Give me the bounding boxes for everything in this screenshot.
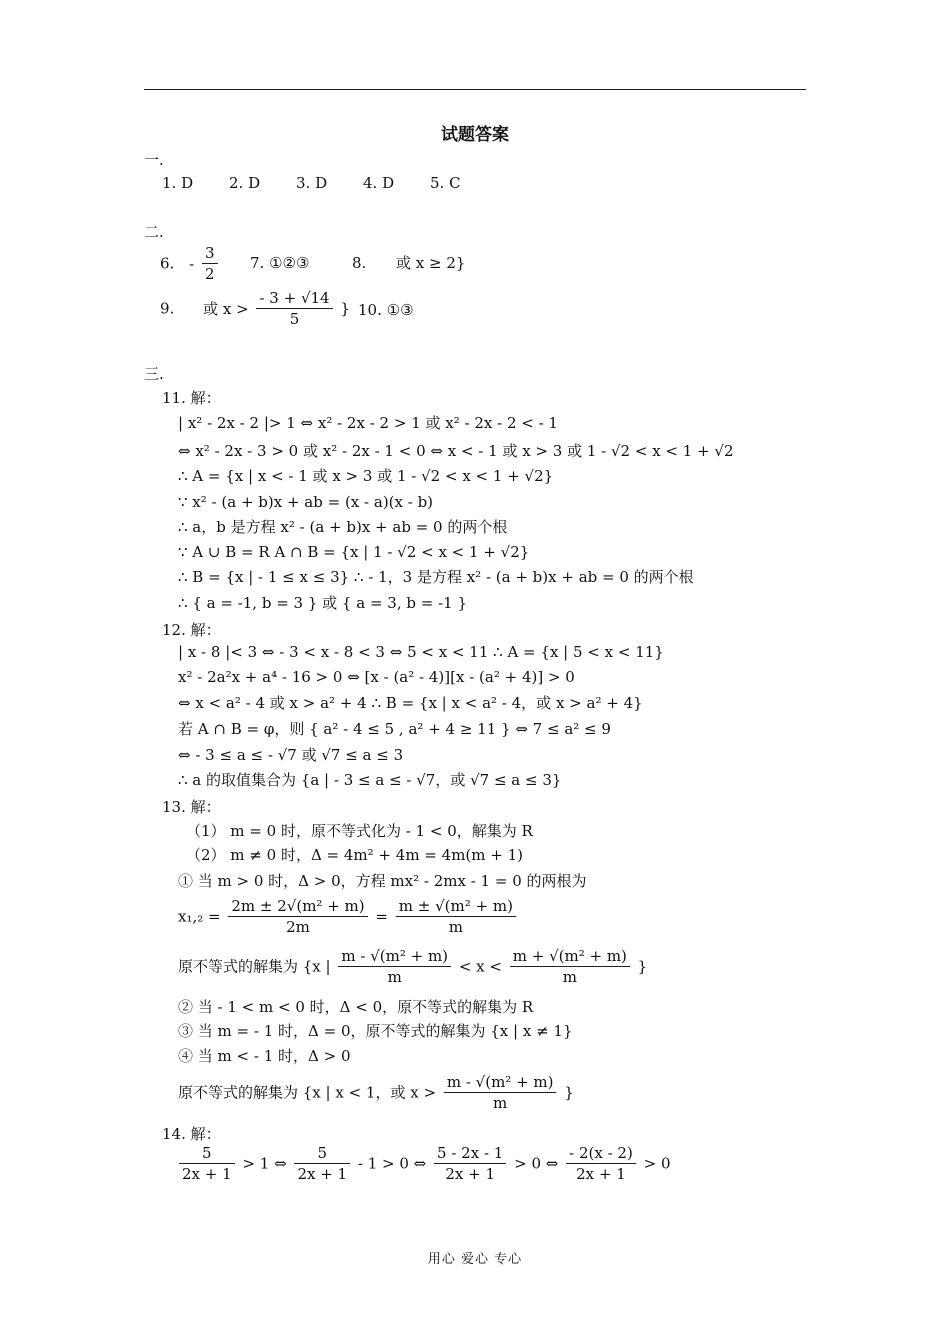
q13-solution-middle: < x <	[458, 957, 502, 976]
q14-fraction-1	[179, 1143, 235, 1184]
answer-1: 1. D	[162, 174, 194, 192]
q11-line-6: ∵ A ∪ B = R A ∩ B = {x | 1 - √2 < x < 1 + √2}	[178, 543, 530, 561]
q11-line-4: ∵ x² - (a + b)x + ab = (x - a)(x - b)	[178, 493, 434, 511]
answer-6-fraction	[202, 243, 218, 284]
q12-line-6: ∴ a 的取值集合为 {a | - 3 ≤ a ≤ - √7，或 √7 ≤ a ≤ 3}	[178, 771, 562, 789]
q14-numerator-4: - 2(x - 2)	[566, 1143, 636, 1164]
q11-line-3: ∴ A = {x | x < - 1 或 x > 3 或 1 - √2 < x < 1 + √2}	[178, 467, 554, 485]
answer-6	[160, 243, 221, 284]
q14-denominator-1: 2x + 1	[182, 1165, 232, 1183]
q14-fraction-2	[294, 1143, 350, 1184]
q11-line-7: ∴ B = {x | - 1 ≤ x ≤ 3} ∴ - 1，3 是方程 x² - (a + b)x + ab = 0 的两个根	[178, 568, 694, 586]
q12-line-5: ⇔ - 3 ≤ a ≤ - √7 或 √7 ≤ a ≤ 3	[178, 746, 404, 764]
answer-9-denominator: 5	[289, 310, 300, 328]
answer-9-prefix: 或 x >	[203, 299, 249, 318]
q14-numerator-2: 5	[294, 1143, 350, 1164]
answer-6-number: 6.	[160, 254, 175, 273]
answer-9-fraction	[256, 288, 332, 329]
q13-line-3: ① 当 m > 0 时，Δ > 0，方程 mx² - 2mx - 1 = 0 的两根为	[178, 872, 587, 890]
q13-solution-denominator-2: m	[562, 968, 577, 986]
q13-roots-denominator-1: 2m	[286, 918, 310, 936]
q14-step-2: - 1 > 0 ⇔	[357, 1154, 427, 1173]
q12-heading: 12. 解：	[162, 621, 221, 639]
q13-line-1: （1） m = 0 时，原不等式化为 - 1 < 0，解集为 R	[186, 822, 533, 840]
section-1-label: 一.	[144, 151, 164, 169]
answer-9-number: 9.	[160, 299, 175, 318]
answer-5: 5. C	[430, 174, 461, 192]
q13-line-7: ③ 当 m = - 1 时，Δ = 0，原不等式的解集为 {x | x ≠ 1}	[178, 1022, 573, 1040]
q14-line-1	[176, 1143, 671, 1184]
q12-line-2: x² - 2a²x + a⁴ - 16 > 0 ⇔ [x - (a² - 4)][x - (a² + 4)] > 0	[178, 668, 575, 686]
q13-solution-prefix: 原不等式的解集为 {x |	[178, 957, 331, 976]
q13-roots-fraction-2	[396, 896, 516, 937]
q13-line-6: ② 当 - 1 < m < 0 时，Δ < 0，原不等式的解集为 R	[178, 998, 534, 1016]
q13-roots-fraction-1	[228, 896, 367, 937]
q11-line-1: | x² - 2x - 2 |> 1 ⇔ x² - 2x - 2 > 1 或 x² - 2x - 2 < - 1	[178, 414, 558, 432]
q12-line-1: | x - 8 |< 3 ⇔ - 3 < x - 8 < 3 ⇔ 5 < x < 11 ∴ A = {x | 5 < x < 11}	[178, 643, 664, 661]
q14-denominator-4: 2x + 1	[576, 1165, 626, 1183]
q13-roots-label: x₁,₂ =	[178, 907, 221, 926]
header-rule	[144, 89, 806, 90]
answer-8-number: 8.	[352, 254, 367, 272]
q14-denominator-2: 2x + 1	[297, 1165, 348, 1183]
q13-solution-fraction-1	[338, 946, 451, 987]
q13-solution-2-denominator: m	[493, 1094, 508, 1112]
q13-solution-fraction-2	[510, 946, 630, 987]
q13-roots-denominator-2: m	[448, 918, 463, 936]
q11-line-5: ∴ a，b 是方程 x² - (a + b)x + ab = 0 的两个根	[178, 518, 508, 536]
answer-6-numerator: 3	[202, 243, 218, 264]
page-title: 试题答案	[441, 125, 509, 145]
q11-line-2: ⇔ x² - 2x - 3 > 0 或 x² - 2x - 1 < 0 ⇔ x < - 1 或 x > 3 或 1 - √2 < x < 1 + √2	[178, 442, 734, 460]
answer-4: 4. D	[363, 174, 395, 192]
q13-solution-2-suffix: }	[564, 1083, 574, 1102]
q14-step-3: > 0 ⇔	[514, 1154, 559, 1173]
q11-line-8: ∴ { a = -1, b = 3 } 或 { a = 3, b = -1 }	[178, 594, 467, 612]
answer-9-numerator: - 3 + √14	[256, 288, 332, 309]
section-2-label: 二.	[144, 223, 164, 241]
answer-2: 2. D	[229, 174, 261, 192]
q13-solution-set-1	[178, 946, 647, 987]
q13-solution-2-prefix: 原不等式的解集为 {x | x < 1，或 x >	[178, 1083, 437, 1102]
q14-numerator-3: 5 - 2x - 1	[434, 1143, 506, 1164]
section-3-label: 三.	[144, 365, 164, 383]
answer-10: 10. ①③	[358, 301, 414, 319]
answer-9	[160, 288, 350, 329]
answer-7: 7. ①②③	[250, 254, 310, 272]
answer-9-suffix: }	[340, 299, 350, 318]
q14-fraction-4	[566, 1143, 636, 1184]
q13-solution-2-fraction	[444, 1072, 557, 1113]
q14-fraction-3	[434, 1143, 506, 1184]
q13-solution-denominator-1: m	[387, 968, 402, 986]
q14-denominator-3: 2x + 1	[445, 1165, 496, 1183]
q11-heading: 11. 解：	[162, 389, 221, 407]
q13-solution-numerator-2: m + √(m² + m)	[510, 946, 630, 967]
answer-6-sign: -	[189, 254, 195, 273]
q13-roots-numerator-1: 2m ± 2√(m² + m)	[228, 896, 367, 917]
page-footer: 用心 爱心 专心	[427, 1252, 523, 1267]
q12-line-4: 若 A ∩ B = φ，则 { a² - 4 ≤ 5 , a² + 4 ≥ 11 } ⇔ 7 ≤ a² ≤ 9	[178, 720, 611, 738]
answer-8: 或 x ≥ 2}	[396, 254, 466, 272]
q14-step-1: > 1 ⇔	[242, 1154, 287, 1173]
q13-line-2: （2） m ≠ 0 时，Δ = 4m² + 4m = 4m(m + 1)	[186, 846, 523, 864]
q13-roots	[178, 896, 519, 937]
q13-heading: 13. 解：	[162, 798, 221, 816]
q13-roots-numerator-2: m ± √(m² + m)	[396, 896, 516, 917]
q13-roots-equals: =	[375, 907, 388, 926]
q14-numerator-1: 5	[179, 1143, 235, 1164]
q14-heading: 14. 解：	[162, 1125, 221, 1143]
answer-3: 3. D	[296, 174, 328, 192]
q14-step-4: > 0	[643, 1154, 671, 1173]
q13-line-8: ④ 当 m < - 1 时，Δ > 0	[178, 1047, 351, 1065]
q13-solution-numerator-1: m - √(m² + m)	[338, 946, 451, 967]
q13-solution-set-2	[178, 1072, 574, 1113]
answer-6-denominator: 2	[204, 265, 215, 283]
q12-line-3: ⇔ x < a² - 4 或 x > a² + 4 ∴ B = {x | x < a² - 4，或 x > a² + 4}	[178, 694, 643, 712]
q13-solution-2-numerator: m - √(m² + m)	[444, 1072, 557, 1093]
q13-solution-suffix: }	[637, 957, 648, 976]
